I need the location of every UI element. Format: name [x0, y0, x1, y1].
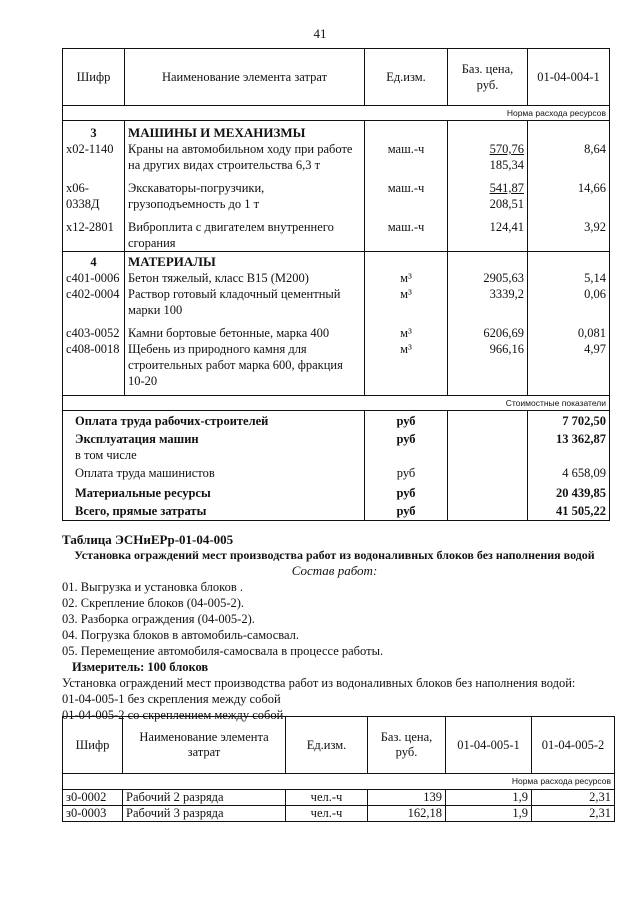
cost-label: Всего, прямые затраты — [63, 501, 365, 521]
cost-label: в том числе — [63, 447, 365, 463]
row-name: Бетон тяжелый, класс В15 (М200) — [125, 270, 365, 286]
section-title: МАТЕРИАЛЫ — [125, 252, 365, 271]
table-header-row — [63, 717, 615, 774]
work-item: 04. Погрузка блоков в автомобиль-самосвал. — [62, 628, 300, 642]
composition-title: Состав работ: — [291, 563, 378, 578]
table-row — [63, 212, 610, 252]
section-number: 4 — [63, 252, 125, 271]
cost-row — [63, 501, 610, 521]
table-row — [63, 318, 610, 341]
cost-row — [63, 429, 610, 447]
row-value: 14,66 — [528, 173, 610, 212]
row-unit: маш.-ч — [365, 141, 448, 173]
col-header-code: Шифр — [63, 49, 125, 106]
measure-unit: Измеритель: 100 блоков — [72, 660, 209, 674]
row-code: с402-0004 — [63, 286, 125, 318]
row-code: з0-0003 — [63, 806, 123, 822]
row-name: Рабочий 3 разряда — [123, 806, 286, 822]
row-price: 6206,69 — [448, 318, 528, 341]
row-code: с408-0018 — [63, 341, 125, 396]
row-value: 5,14 — [528, 270, 610, 286]
cost-caption: Стоимостные показатели — [63, 396, 610, 411]
table-row — [63, 790, 615, 806]
table-header-row — [63, 49, 610, 106]
row-name: Экскаваторы-погрузчики, грузоподъемность до 1 т — [125, 173, 365, 212]
col-header-norm-1: 01-04-005-1 — [446, 717, 532, 774]
row-name: Виброплита с двигателем внутреннего сгорания — [125, 212, 365, 252]
row-code: с401-0006 — [63, 270, 125, 286]
row-name: Щебень из природного камня для строительных работ марка 600, фракция 10-20 — [125, 341, 365, 396]
row-value: 4,97 — [528, 341, 610, 396]
row-value: 0,081 — [528, 318, 610, 341]
table-row — [63, 341, 610, 396]
row-price: 139 — [368, 790, 446, 806]
row-name: Рабочий 2 разряда — [123, 790, 286, 806]
row-code: х06-0338Д — [63, 173, 125, 212]
work-item: 05. Перемещение автомобиля-самосвала в процессе работы. — [62, 644, 384, 658]
resource-table-04-005 — [62, 716, 615, 822]
table-row — [63, 141, 610, 173]
table-row — [63, 270, 610, 286]
cost-value: 7 702,50 — [528, 411, 610, 430]
row-unit: маш.-ч — [365, 173, 448, 212]
row-name: Раствор готовый кладочный цементный марки 100 — [125, 286, 365, 318]
row-unit: м³ — [365, 286, 448, 318]
row-name: Камни бортовые бетонные, марка 400 — [125, 318, 365, 341]
cost-label: Материальные ресурсы — [63, 481, 365, 501]
row-code: с403-0052 — [63, 318, 125, 341]
row-value-1: 1,9 — [446, 806, 532, 822]
col-header-price: Баз. цена, руб. — [368, 717, 446, 774]
row-price: 162,18 — [368, 806, 446, 822]
col-header-unit: Ед.изм. — [365, 49, 448, 106]
cost-unit: руб — [365, 501, 448, 521]
table-row — [63, 286, 610, 318]
col-header-norm-2: 01-04-005-2 — [532, 717, 615, 774]
row-name: Краны на автомобильном ходу при работе на других видах строительства 6,3 т — [125, 141, 365, 173]
table-row — [63, 806, 615, 822]
cost-value: 13 362,87 — [528, 429, 610, 447]
row-price: 570,76 185,34 — [448, 141, 528, 173]
cost-label: Оплата труда рабочих-строителей — [63, 411, 365, 430]
cost-value: 20 439,85 — [528, 481, 610, 501]
cost-value: 4 658,09 — [528, 463, 610, 481]
cost-label: Оплата труда машинистов — [63, 463, 365, 481]
row-value: 0,06 — [528, 286, 610, 318]
row-unit: маш.-ч — [365, 212, 448, 252]
table-subtitle: Установка ограждений мест производства работ из водоналивных блоков без наполнения водой — [74, 548, 595, 562]
row-unit: чел.-ч — [286, 790, 368, 806]
row-price: 966,16 — [448, 341, 528, 396]
cost-row — [63, 447, 610, 463]
section-title: МАШИНЫ И МЕХАНИЗМЫ — [125, 121, 365, 142]
row-price: 2905,63 — [448, 270, 528, 286]
cost-unit: руб — [365, 429, 448, 447]
norm-caption: Норма расхода ресурсов — [63, 106, 610, 121]
cost-unit: руб — [365, 463, 448, 481]
row-code: х12-2801 — [63, 212, 125, 252]
cost-row — [63, 463, 610, 481]
row-value: 3,92 — [528, 212, 610, 252]
page-number: 41 — [313, 26, 327, 41]
section-header-materials — [63, 252, 610, 271]
row-value-2: 2,31 — [532, 790, 615, 806]
row-unit: чел.-ч — [286, 806, 368, 822]
table-title: Таблица ЭСНиЕРр-01-04-005 — [62, 532, 234, 547]
work-item: 03. Разборка ограждения (04-005-2). — [62, 612, 255, 626]
col-header-code: Шифр — [63, 717, 123, 774]
col-header-price: Баз. цена, руб. — [448, 49, 528, 106]
row-unit: м³ — [365, 341, 448, 396]
table-row — [63, 173, 610, 212]
description-line: 01-04-005-1 без скрепления между собой — [62, 692, 281, 706]
row-code: з0-0002 — [63, 790, 123, 806]
resource-table-04-004 — [62, 48, 610, 521]
section-header-machines — [63, 121, 610, 142]
norm-caption: Норма расхода ресурсов — [63, 774, 615, 790]
cost-row — [63, 481, 610, 501]
description-line: Установка ограждений мест производства работ из водоналивных блоков без наполнения водой: — [62, 676, 576, 690]
work-item: 02. Скрепление блоков (04-005-2). — [62, 596, 245, 610]
row-value-2: 2,31 — [532, 806, 615, 822]
row-price: 541,87 208,51 — [448, 173, 528, 212]
row-value: 8,64 — [528, 141, 610, 173]
row-code: х02-1140 — [63, 141, 125, 173]
cost-unit: руб — [365, 411, 448, 430]
cost-value: 41 505,22 — [528, 501, 610, 521]
col-header-norm: 01-04-004-1 — [528, 49, 610, 106]
cost-label: Эксплуатация машин — [63, 429, 365, 447]
row-price: 124,41 — [448, 212, 528, 252]
col-header-name: Наименование элемента затрат — [123, 717, 286, 774]
description-line: 01-04-005-2 со скреплением между собой — [62, 708, 284, 722]
row-unit: м³ — [365, 270, 448, 286]
cost-unit: руб — [365, 481, 448, 501]
row-unit: м³ — [365, 318, 448, 341]
cost-row — [63, 411, 610, 430]
row-price: 3339,2 — [448, 286, 528, 318]
row-value-1: 1,9 — [446, 790, 532, 806]
col-header-unit: Ед.изм. — [286, 717, 368, 774]
section-number: 3 — [63, 121, 125, 142]
col-header-name: Наименование элемента затрат — [125, 49, 365, 106]
work-item: 01. Выгрузка и установка блоков . — [62, 580, 243, 594]
